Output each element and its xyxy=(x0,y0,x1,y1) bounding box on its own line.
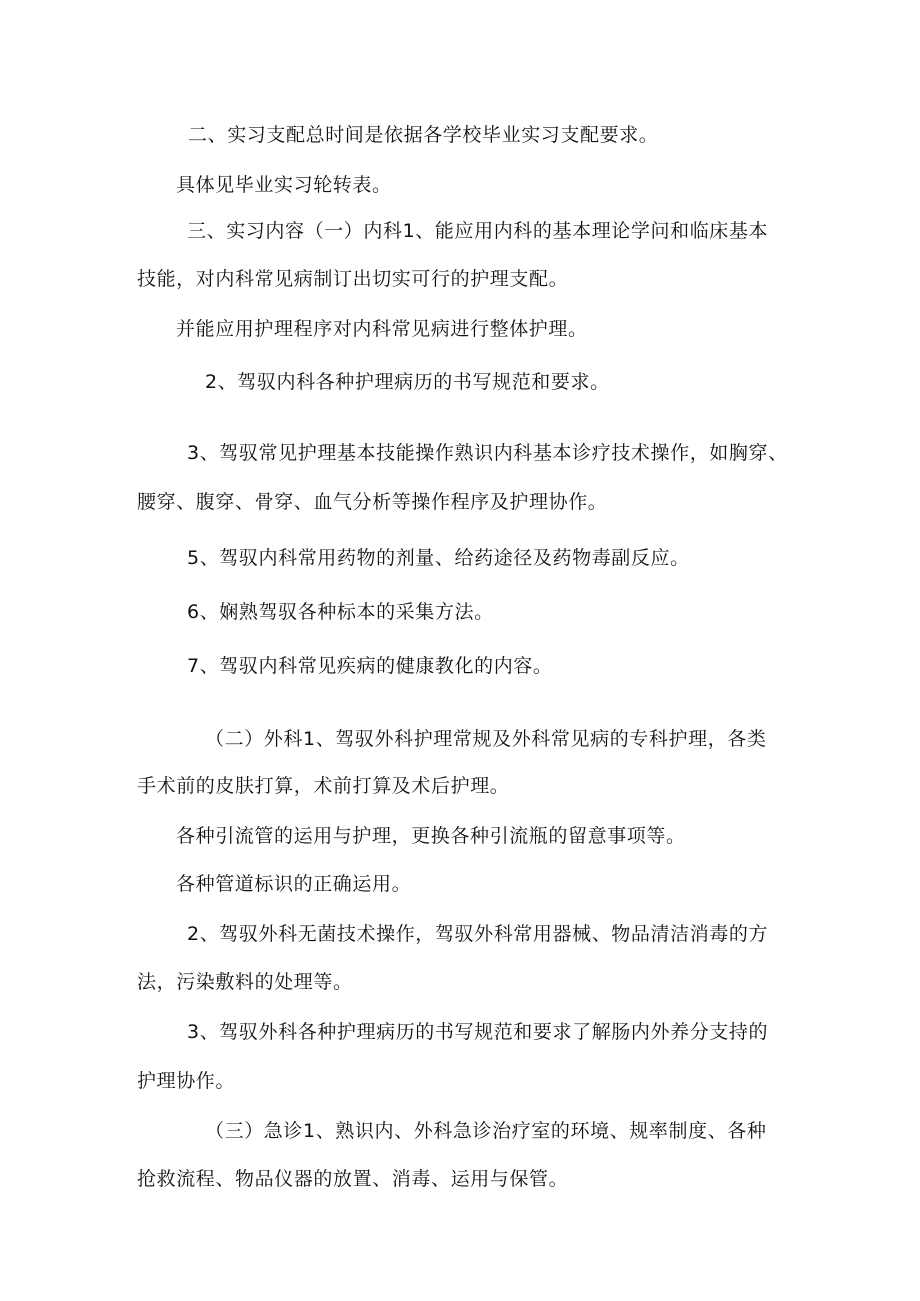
paragraph-line: 2、驾驭外科无菌技术操作，驾驭外科常用器械、物品清洁消毒的方 xyxy=(187,923,769,945)
paragraph-line: 7、驾驭内科常见疾病的健康教化的内容。 xyxy=(187,655,553,677)
paragraph-line: 抢救流程、物品仪器的放置、消毒、运用与保管。 xyxy=(137,1168,569,1190)
paragraph-line: 技能，对内科常见病制订出切实可行的护理支配。 xyxy=(137,268,569,290)
paragraph-line: 三、实习内容（一）内科1、能应用内科的基本理论学问和临床基本 xyxy=(187,220,769,242)
paragraph-line: 3、驾驭外科各种护理病历的书写规范和要求了解肠内外养分支持的 xyxy=(187,1021,769,1043)
paragraph-line: 各种引流管的运用与护理，更换各种引流瓶的留意事项等。 xyxy=(176,825,686,847)
paragraph-line: 5、驾驭内科常用药物的剂量、给药途径及药物毒副反应。 xyxy=(187,547,690,569)
paragraph-line: （二）外科1、驾驭外科护理常规及外科常见病的专科护理，各类 xyxy=(205,728,767,750)
paragraph-line: 6、娴熟驾驭各种标本的采集方法。 xyxy=(187,601,494,623)
paragraph-line: 具体见毕业实习轮转表。 xyxy=(176,174,392,196)
paragraph-line: 二、实习支配总时间是依据各学校毕业实习支配要求。 xyxy=(188,124,659,146)
paragraph-line: 各种管道标识的正确运用。 xyxy=(176,873,412,895)
paragraph-line: 2、驾驭内科各种护理病历的书写规范和要求。 xyxy=(205,371,610,393)
paragraph-line: （三）急诊1、熟识内、外科急诊治疗室的环境、规率制度、各种 xyxy=(205,1120,767,1142)
paragraph-line: 法，污染敷料的处理等。 xyxy=(137,971,353,993)
paragraph-line: 腰穿、腹穿、骨穿、血气分析等操作程序及护理协作。 xyxy=(137,491,608,513)
paragraph-line: 3、驾驭常见护理基本技能操作熟识内科基本诊疗技术操作，如胸穿、 xyxy=(187,442,788,464)
paragraph-line: 护理协作。 xyxy=(137,1070,236,1092)
paragraph-line: 并能应用护理程序对内科常见病进行整体护理。 xyxy=(176,318,588,340)
paragraph-line: 手术前的皮肤打算，术前打算及术后护理。 xyxy=(137,775,510,797)
